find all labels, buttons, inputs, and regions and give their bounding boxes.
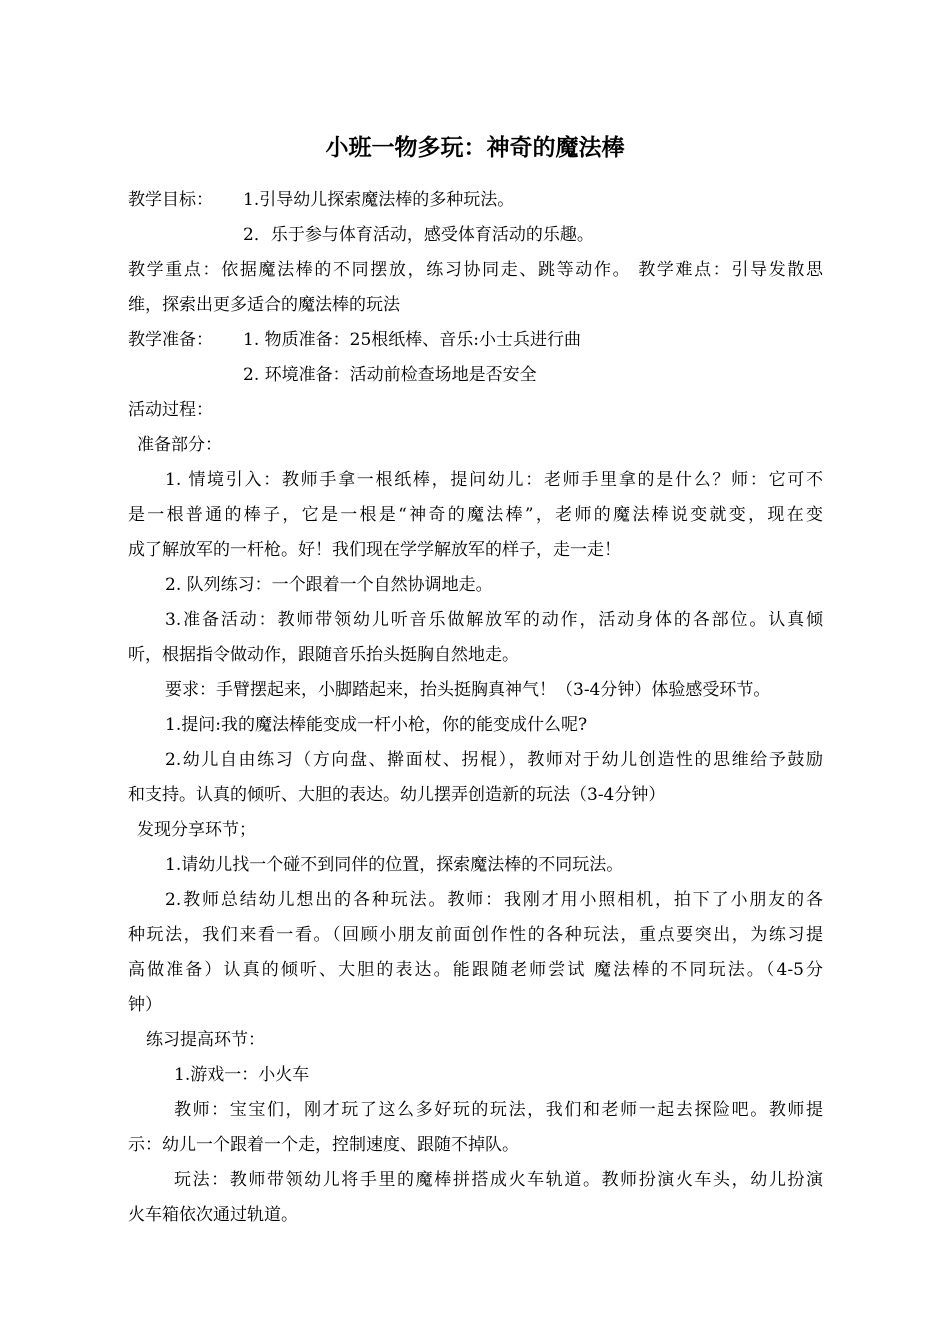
- question-2-line-1: 2.幼儿自由练习（方向盘、擀面杖、拐棍），教师对于幼儿创造性的思维给予鼓励: [165, 750, 823, 770]
- goal-item-1: 1.引导幼儿探索魔法棒的多种玩法。: [243, 190, 515, 210]
- share-item-2-line-3: 高做准备）认真的倾听、大胆的表达。能跟随老师尝试 魔法棒的不同玩法。（4-5分: [128, 960, 823, 980]
- goal-label: 教学目标：: [128, 190, 213, 210]
- document-title: 小班一物多玩：神奇的魔法棒: [325, 135, 625, 161]
- requirement: 要求：手臂摆起来，小脚踏起来，抬头挺胸真神气！（3-4分钟）体验感受环节。: [165, 680, 771, 700]
- teacher-line-2: 示：幼儿一个跟着一个走，控制速度、跟随不掉队。: [128, 1135, 519, 1155]
- share-item-2-line-1: 2.教师总结幼儿想出的各种玩法。教师：我刚才用小照相机，拍下了小朋友的各: [165, 890, 823, 910]
- play-line-2: 火车箱依次通过轨道。: [128, 1205, 298, 1225]
- practice-heading: 练习提高环节：: [146, 1030, 265, 1050]
- goal-item-2: 2．乐于参与体育活动，感受体育活动的乐趣。: [243, 225, 594, 245]
- key-points-line-2: 维，探索出更多适合的魔法棒的玩法: [128, 295, 400, 315]
- share-heading: 发现分享环节；: [137, 820, 256, 840]
- share-item-1: 1.请幼儿找一个碰不到同伴的位置，探索魔法棒的不同玩法。: [165, 855, 624, 875]
- game-1-title: 1.游戏一：小火车: [174, 1065, 310, 1085]
- para-2: 2. 队列练习：一个跟着一个自然协调地走。: [165, 575, 493, 595]
- para-3-line-1: 3.准备活动：教师带领幼儿听音乐做解放军的动作，活动身体的各部位。认真倾: [165, 610, 823, 630]
- question-1: 1.提问:我的魔法棒能变成一杆小枪，你的能变成什么呢?: [165, 715, 588, 735]
- prep-item-1: 1. 物质准备：25根纸棒、音乐:小士兵进行曲: [243, 330, 581, 350]
- para-3-line-2: 听，根据指令做动作，跟随音乐抬头挺胸自然地走。: [128, 645, 519, 665]
- process-heading: 活动过程：: [128, 400, 213, 420]
- para-1-line-3: 成了解放军的一杆枪。好！我们现在学学解放军的样子，走一走！: [128, 540, 621, 560]
- para-1-line-1: 1. 情境引入：教师手拿一根纸棒，提问幼儿：老师手里拿的是什么？师：它可不: [165, 470, 823, 490]
- teacher-line-1: 教师：宝宝们，刚才玩了这么多好玩的玩法，我们和老师一起去探险吧。教师提: [174, 1100, 823, 1120]
- share-item-2-line-4: 钟）: [128, 995, 162, 1015]
- prep-part-heading: 准备部分：: [137, 435, 222, 455]
- prep-item-2: 2. 环境准备：活动前检查场地是否安全: [243, 365, 537, 385]
- para-1-line-2: 是一根普通的棒子，它是一根是“神奇的魔法棒”，老师的魔法棒说变就变，现在变: [128, 505, 823, 525]
- share-item-2-line-2: 种玩法，我们来看一看。（回顾小朋友前面创作性的各种玩法，重点要突出，为练习提: [128, 925, 823, 945]
- key-points-line-1: 教学重点：依据魔法棒的不同摆放，练习协同走、跳等动作。 教学难点：引导发散思: [128, 260, 823, 280]
- play-line-1: 玩法：教师带领幼儿将手里的魔棒拼搭成火车轨道。教师扮演火车头，幼儿扮演: [174, 1170, 823, 1190]
- question-2-line-2: 和支持。认真的倾听、大胆的表达。幼儿摆弄创造新的玩法（3-4分钟）: [128, 785, 666, 805]
- prep-label: 教学准备：: [128, 330, 213, 350]
